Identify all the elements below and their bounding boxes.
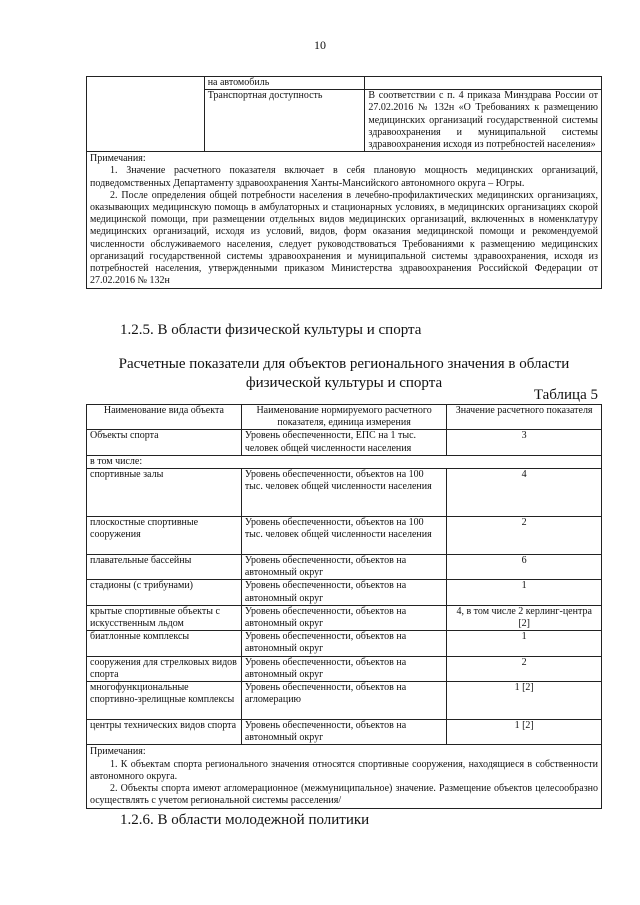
health-table-continuation — [86, 76, 602, 289]
table-cell: Уровень обеспеченности, ЕПС на 1 тыс. человек общей численности населения — [241, 430, 447, 455]
table-row — [87, 631, 602, 656]
table-row — [87, 580, 602, 605]
table-row — [87, 656, 602, 681]
notes-title: Примечания: — [90, 746, 146, 758]
table-cell: 4, в том числе 2 керлинг-центра [2] — [447, 605, 602, 630]
table-title: Расчетные показатели для объектов регионального значения в области — [118, 356, 570, 372]
table-cell: 6 — [447, 555, 602, 580]
table-cell: Уровень обеспеченности, объектов на агломерацию — [241, 682, 447, 720]
table-row — [87, 720, 602, 745]
table-cell: плавательные бассейны — [87, 555, 242, 580]
table-cell: стадионы (с трибунами) — [87, 580, 242, 605]
column-header: Наименование вида объекта — [87, 405, 242, 430]
note-item: 1. К объектам спорта регионального значения относятся спортивные сооружения, находящиеся в собственности автономного округа. — [90, 758, 598, 782]
table-cell: крытые спортивные объекты с искусственным льдом — [87, 605, 242, 630]
table-cell: В соответствии с п. 4 приказа Минздрава России от 27.02.2016 № 132н «О Требованиях к размещению медицинских организаций государственной системы здравоохранения и муниципальной системы здравоохранения исходя из потребностей населения» — [365, 90, 602, 152]
table-cell: Уровень обеспеченности, объектов на автономный округ — [241, 720, 447, 745]
table-cell: Уровень обеспеченности, объектов на автономный округ — [241, 580, 447, 605]
table-cell: биатлонные комплексы — [87, 631, 242, 656]
table-cell: Уровень обеспеченности, объектов на 100 тыс. человек общей численности населения — [241, 469, 447, 517]
table-cell: спортивные залы — [87, 469, 242, 517]
notes-title: Примечания: — [90, 153, 146, 165]
table-cell: Транспортная доступность — [204, 90, 365, 152]
table-cell: многофункциональные спортивно-зрелищные комплексы — [87, 682, 242, 720]
table-row — [87, 469, 602, 517]
table-cell: 4 — [447, 469, 602, 517]
table-cell: центры технических видов спорта — [87, 720, 242, 745]
table-cell: 1 — [447, 580, 602, 605]
table-cell: сооружения для стрелковых видов спорта — [87, 656, 242, 681]
table-cell — [365, 77, 602, 90]
column-header: Значение расчетного показателя — [447, 405, 602, 430]
table-cell: 2 — [447, 517, 602, 555]
section-heading: 1.2.6. В области молодежной политики — [120, 812, 370, 828]
table-cell: 1 [2] — [447, 720, 602, 745]
table-label: Таблица 5 — [533, 387, 598, 403]
table-cell: Уровень обеспеченности, объектов на автономный округ — [241, 555, 447, 580]
table-cell: 1 [2] — [447, 682, 602, 720]
note-item: 2. Объекты спорта имеют агломерационное (межмуниципальное) значение. Размещение объектов целесообразно осуществлять с учетом региональной системы расселения/ — [90, 783, 598, 807]
table-row — [87, 605, 602, 630]
table-cell: 3 — [447, 430, 602, 455]
page-number: 10 — [314, 38, 326, 52]
note-item: 2. После определения общей потребности населения в лечебно-профилактических медицинских организациях, оказывающих медицинскую помощь в амбулаторных и стационарных условиях, в медицинских организациях скорой медицинской помощи, при размещении отдельных видов медицинских организаций, включенных в номенклатуру медицинских организаций, исходя из условий, видов, форм оказания медицинской помощи и рекомендуемой численности обслуживаемого населения, следует руководствоваться Требованиями к размещению медицинских организаций государственной системы здравоохранения и муниципальной системы здравоохранения, исходя из потребностей населения, утвержденными приказом Министерства здравоохранения Российской Федерации от 27.02.2016 № 132н — [90, 189, 598, 287]
table-cell: Уровень обеспеченности, объектов на 100 тыс. человек общей численности населения — [241, 517, 447, 555]
table-cell: 1 — [447, 631, 602, 656]
column-header: Наименование нормируемого расчетного показателя, единица измерения — [241, 405, 447, 430]
notes-cell — [87, 745, 602, 809]
table-row — [87, 682, 602, 720]
table-row — [87, 517, 602, 555]
table-cell: Уровень обеспеченности, объектов на автономный округ — [241, 605, 447, 630]
section-heading: 1.2.5. В области физической культуры и спорта — [120, 322, 422, 338]
notes-cell — [87, 152, 602, 289]
note-item: 1. Значение расчетного показателя включает в себя плановую мощность медицинских организаций, подведомственных Департаменту здравоохранения Ханты-Мансийского автономного округа – Югры. — [90, 165, 598, 189]
table-cell: Уровень обеспеченности, объектов на автономный округ — [241, 656, 447, 681]
table-title: физической культуры и спорта — [245, 375, 443, 391]
table-cell: Уровень обеспеченности, объектов на автономный округ — [241, 631, 447, 656]
table-cell: плоскостные спортивные сооружения — [87, 517, 242, 555]
including-row: в том числе: — [87, 455, 602, 468]
table-cell: на автомобиль — [204, 77, 365, 90]
table-cell: 2 — [447, 656, 602, 681]
table-cell: Объекты спорта — [87, 430, 242, 455]
empty-cell — [87, 77, 205, 152]
table-row — [87, 555, 602, 580]
sport-facilities-table — [86, 404, 602, 809]
